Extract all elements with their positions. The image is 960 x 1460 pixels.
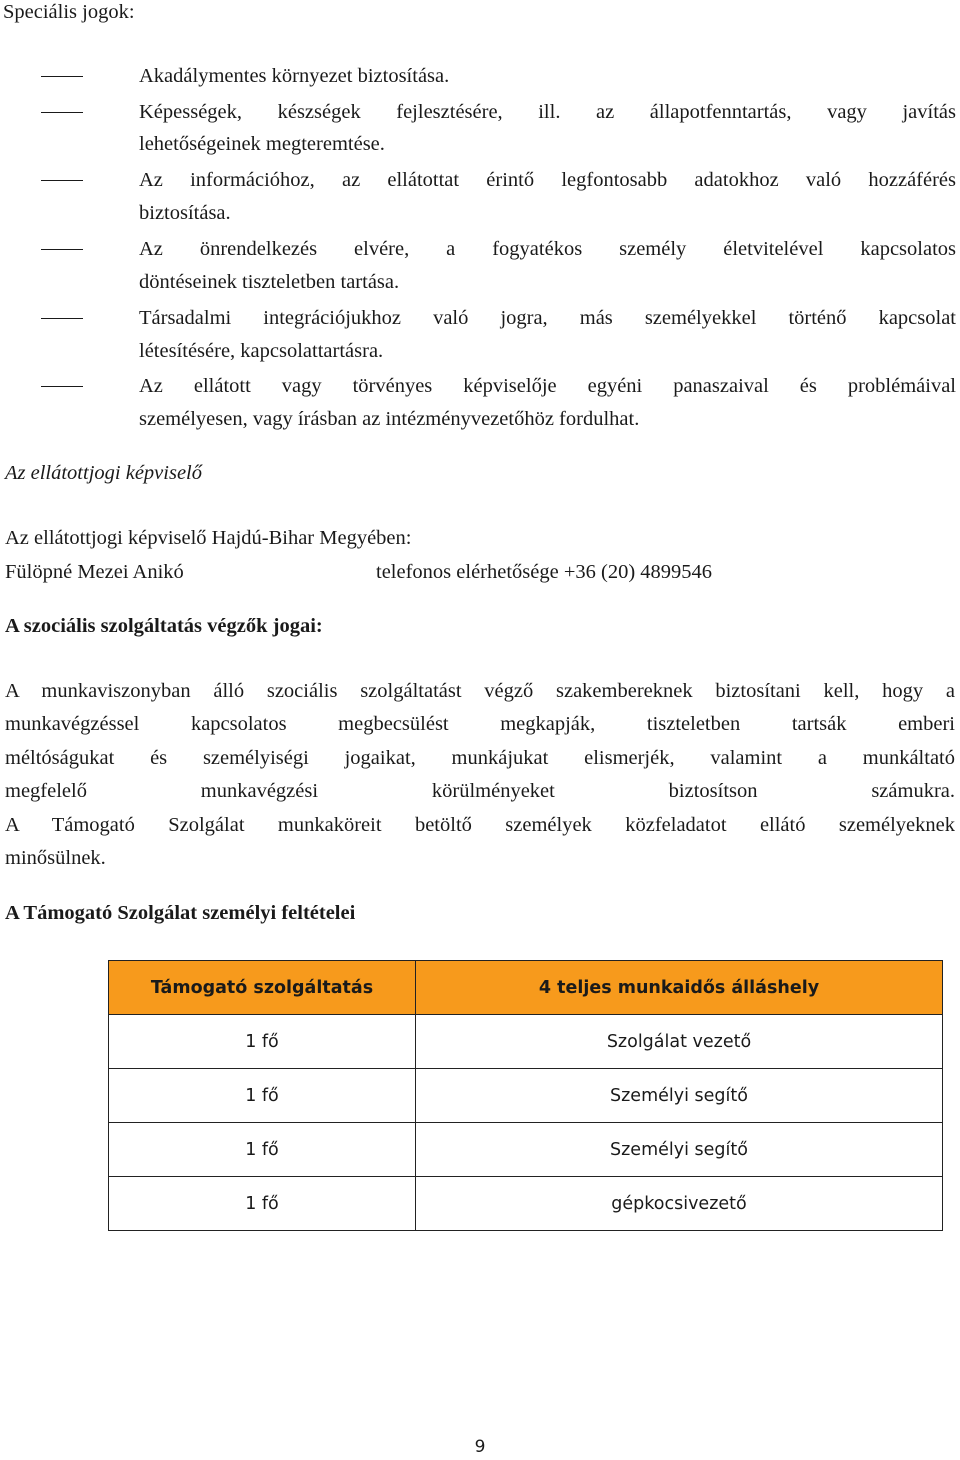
bullet-item-line: lehetőségeinek megteremtése. [139, 133, 385, 155]
special-rights-title: Speciális jogok: [3, 1, 135, 23]
provider-rights-line: munkavégzéssel kapcsolatos megbecsülést megkapják, tiszteletben tartsák emberi [5, 713, 955, 735]
dash-bullet-icon [41, 180, 83, 181]
table-cell-role: Szolgálat vezető [416, 1015, 943, 1069]
dash-bullet-icon [41, 318, 83, 319]
table-row [109, 1123, 943, 1177]
dash-bullet-icon [41, 386, 83, 387]
table-row [109, 1015, 943, 1069]
dash-bullet-icon [41, 112, 83, 113]
provider-rights-line: megfelelő munkavégzési körülményeket biztosítson számukra. [5, 780, 955, 802]
provider-rights-line: méltóságukat és személyiségi jogaikat, munkájukat elismerjék, valamint a munkáltató [5, 747, 955, 769]
table-header-cell: Támogató szolgáltatás [109, 961, 416, 1015]
bullet-item-line: Az információhoz, az ellátottat érintő legfontosabb adatokhoz való hozzáférés [139, 169, 956, 191]
table-cell-count: 1 fő [109, 1069, 416, 1123]
bullet-item-line: Az ellátott vagy törvényes képviselője egyéni panaszaival és problémáival [139, 375, 956, 397]
dash-bullet-icon [41, 76, 83, 77]
table-header-row [109, 961, 943, 1015]
staffing-table [108, 960, 943, 1231]
provider-rights-line: minősülnek. [5, 847, 106, 869]
bullet-item-line: Az önrendelkezés elvére, a fogyatékos személy életvitelével kapcsolatos [139, 238, 956, 260]
provider-rights-line: A Támogató Szolgálat munkaköreit betöltő személyek közfeladatot ellátó személyeknek [5, 814, 955, 836]
representative-heading: Az ellátottjogi képviselő [5, 462, 202, 484]
table-cell-count: 1 fő [109, 1015, 416, 1069]
representative-county-line: Az ellátottjogi képviselő Hajdú-Bihar Megyében: [5, 527, 412, 549]
table-header-cell: 4 teljes munkaidős álláshely [416, 961, 943, 1015]
representative-phone: telefonos elérhetősége +36 (20) 4899546 [376, 561, 713, 583]
bullet-item-line: létesítésére, kapcsolattartásra. [139, 340, 384, 362]
dash-bullet-icon [41, 249, 83, 250]
table-cell-role: Személyi segítő [416, 1123, 943, 1177]
table-row [109, 1069, 943, 1123]
representative-name: Fülöpné Mezei Anikó [5, 561, 184, 583]
bullet-item-line: döntéseinek tiszteletben tartása. [139, 271, 400, 293]
bullet-item-line: Társadalmi integrációjukhoz való jogra, más személyekkel történő kapcsolat [139, 307, 956, 329]
bullet-item-line: biztosítása. [139, 202, 231, 224]
table-cell-count: 1 fő [109, 1123, 416, 1177]
provider-rights-heading: A szociális szolgáltatás végzők jogai: [5, 615, 323, 637]
table-row [109, 1177, 943, 1231]
bullet-item-line: Akadálymentes környezet biztosítása. [139, 65, 450, 87]
bullet-item-line: személyesen, vagy írásban az intézményvezetőhöz fordulhat. [139, 408, 640, 430]
provider-rights-line: A munkaviszonyban álló szociális szolgáltatást végző szakembereknek biztosítani kell, hogy a [5, 680, 955, 702]
bullet-item-line: Képességek, készségek fejlesztésére, ill. az állapotfenntartás, vagy javítás [139, 101, 956, 123]
table-cell-role: gépkocsivezető [416, 1177, 943, 1231]
table-cell-count: 1 fő [109, 1177, 416, 1231]
staffing-heading: A Támogató Szolgálat személyi feltételei [5, 902, 356, 924]
table-cell-role: Személyi segítő [416, 1069, 943, 1123]
page-number: 9 [474, 1437, 486, 1457]
